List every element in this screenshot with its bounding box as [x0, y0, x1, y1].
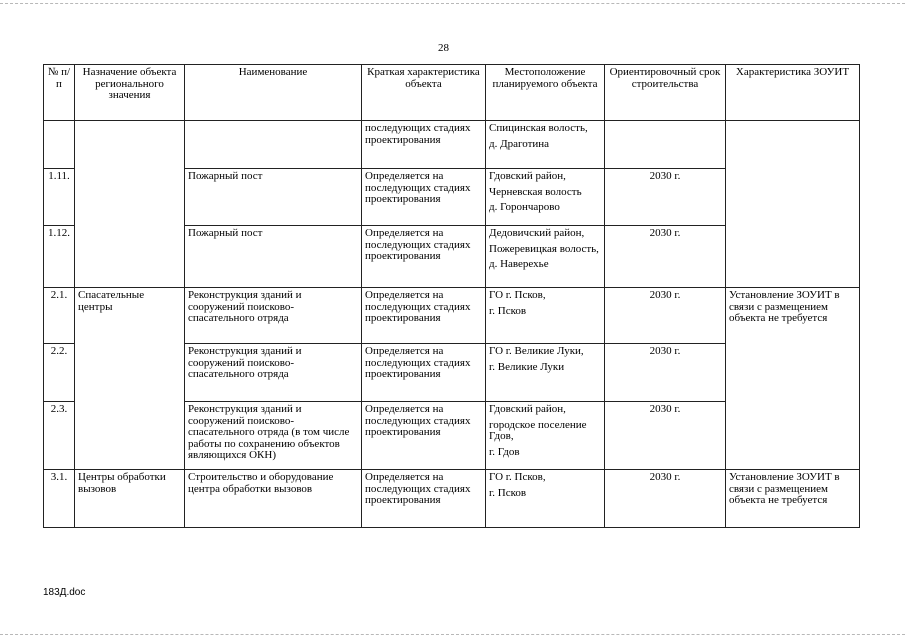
footer-filename: 183Д.doc	[43, 587, 86, 598]
header-purpose: Назначение объекта регионального значения	[75, 65, 185, 121]
row-num: 1.11.	[44, 169, 75, 226]
table-row	[44, 288, 860, 344]
row-name: Реконструкция зданий и сооружений поисково-спасательного отряда	[185, 288, 362, 344]
zone-note-rescue: Установление ЗОУИТ в связи с размещением объекта не требуется	[726, 288, 860, 470]
row-term: 2030 г.	[605, 169, 726, 226]
header-term: Ориентировочный срок строительства	[605, 65, 726, 121]
header-zone: Характеристика ЗОУИТ	[726, 65, 860, 121]
table-row	[44, 121, 860, 169]
header-brief: Краткая характеристика объекта	[362, 65, 486, 121]
row-term	[605, 121, 726, 169]
row-location: Гдовский район, Черневская волость д. Горончарово	[486, 169, 605, 226]
row-brief: Определяется на последующих стадиях проектирования	[362, 344, 486, 402]
header-location: Местоположение планируемого объекта	[486, 65, 605, 121]
purpose-call-centers: Центры обработки вызовов	[75, 470, 185, 528]
row-brief: Определяется на последующих стадиях проектирования	[362, 226, 486, 288]
row-brief: Определяется на последующих стадиях проектирования	[362, 402, 486, 470]
row-location: ГО г. Псков, г. Псков	[486, 470, 605, 528]
table-row	[44, 470, 860, 528]
row-name	[185, 121, 362, 169]
row-num: 2.1.	[44, 288, 75, 344]
row-name: Реконструкция зданий и сооружений поисково-спасательного отряда	[185, 344, 362, 402]
row-name: Реконструкция зданий и сооружений поисково-спасательного отряда (в том числе работы по сохранению объектов являющихся ОКН)	[185, 402, 362, 470]
zone-cell-empty	[726, 121, 860, 288]
row-name: Пожарный пост	[185, 226, 362, 288]
row-num: 3.1.	[44, 470, 75, 528]
purpose-rescue-centers: Спасательные центры	[75, 288, 185, 470]
purpose-cell-empty	[75, 121, 185, 288]
row-brief: последующих стадиях проектирования	[362, 121, 486, 169]
objects-table	[43, 64, 860, 528]
scan-top-edge	[0, 3, 905, 4]
row-name: Пожарный пост	[185, 169, 362, 226]
scan-bottom-edge	[0, 634, 905, 635]
table-header-row	[44, 65, 860, 121]
row-num: 2.3.	[44, 402, 75, 470]
row-location: ГО г. Псков, г. Псков	[486, 288, 605, 344]
page-number: 28	[438, 42, 449, 54]
row-location: ГО г. Великие Луки, г. Великие Луки	[486, 344, 605, 402]
row-term: 2030 г.	[605, 288, 726, 344]
row-brief: Определяется на последующих стадиях проектирования	[362, 169, 486, 226]
row-location: Дедовичский район, Пожеревицкая волость, д. Наверехье	[486, 226, 605, 288]
row-location: Гдовский район, городское поселение Гдов, г. Гдов	[486, 402, 605, 470]
header-name: Наименование	[185, 65, 362, 121]
row-brief: Определяется на последующих стадиях проектирования	[362, 470, 486, 528]
row-brief: Определяется на последующих стадиях проектирования	[362, 288, 486, 344]
header-num: № п/п	[44, 65, 75, 121]
row-num	[44, 121, 75, 169]
zone-note-call: Установление ЗОУИТ в связи с размещением объекта не требуется	[726, 470, 860, 528]
row-name: Строительство и оборудование центра обработки вызовов	[185, 470, 362, 528]
row-term: 2030 г.	[605, 226, 726, 288]
row-location: Спицинская волость, д. Драготина	[486, 121, 605, 169]
row-num: 2.2.	[44, 344, 75, 402]
row-term: 2030 г.	[605, 402, 726, 470]
row-num: 1.12.	[44, 226, 75, 288]
row-term: 2030 г.	[605, 344, 726, 402]
row-term: 2030 г.	[605, 470, 726, 528]
